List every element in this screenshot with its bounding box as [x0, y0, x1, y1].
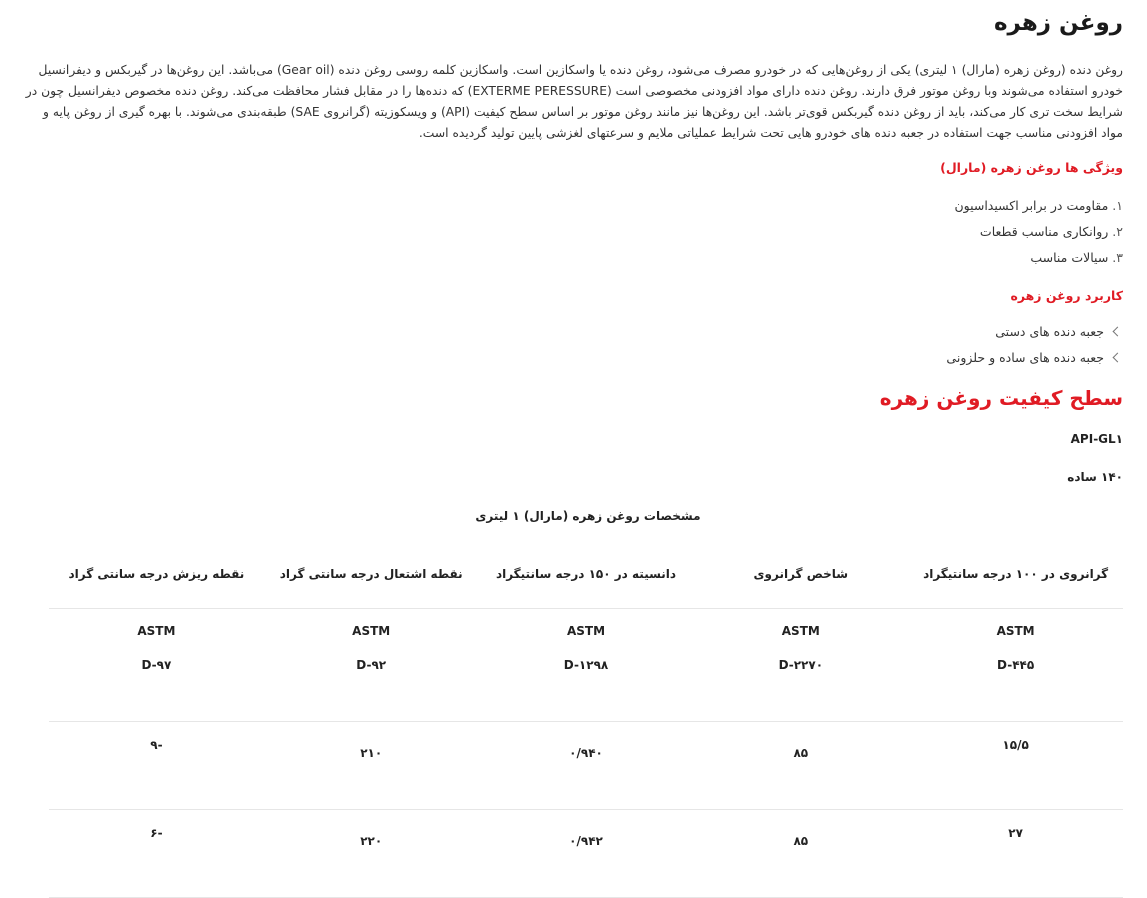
- grade-text: ۱۴۰ ساده: [1067, 470, 1123, 484]
- table-row: [49, 609, 1123, 722]
- table-cell: ASTM D-۹۲: [264, 609, 479, 722]
- table-cell: ASTM D-۲۲۷۰: [693, 609, 908, 722]
- table-cell: ۰/۹۴۲: [479, 810, 694, 898]
- list-text: مقاومت در برابر اکسیداسیون: [954, 198, 1109, 213]
- list-item: [954, 222, 1123, 248]
- table-cell: ASTM D-۹۷: [49, 609, 264, 722]
- list-item: [954, 196, 1123, 222]
- table-cell: ASTM D-۱۲۹۸: [479, 609, 694, 722]
- header-flash-point: نقطه اشتعال درجه سانتی گراد: [264, 540, 479, 609]
- list-item: [946, 322, 1123, 348]
- list-item: [946, 348, 1123, 374]
- list-text: روانکاری مناسب قطعات: [979, 224, 1109, 239]
- table-cell: ASTM D-۴۴۵: [908, 609, 1123, 722]
- table-cell: ۸۵: [693, 722, 908, 810]
- spec-table: [49, 540, 1123, 898]
- table-cell: ۸۵: [693, 810, 908, 898]
- features-heading: ویژگی ها روغن زهره (مارال): [940, 160, 1123, 175]
- list-text: سیالات مناسب: [1030, 250, 1109, 265]
- table-title: مشخصات روغن زهره (مارال) ۱ لیتری: [475, 509, 701, 523]
- header-density: دانسیته در ۱۵۰ درجه سانتیگراد: [479, 540, 694, 609]
- intro-paragraph: روغن دنده (روغن زهره (مارال) ۱ لیتری) یکی از روغن‌هایی که در خودرو مصرف می‌شود، روغن دنده یا واسکازین است. واسکازین کلمه روسی روغن دنده (Gear oil) می‌باشد. این روغن‌ها در گیربکس و دیفرانسیل خودرو استفاده می‌شوند وبا روغن موتور فرق دارند. روغن دنده دارای مواد افزودنی مخصوصی است (EXTERME PERESSURE) که دنده‌ها را در مقابل فشار محافظت می‌کند. روغن دنده مخصوص دیفرانسیل چون در شرایط سخت تری کار می‌کند، باید از روغن دنده گیربکس قوی‌تر باشد. این روغن‌ها نیز مانند روغن موتور بر اساس سطح کیفیت (API) و ویسکوزیته (گرانروی SAE) طبقه‌بندی می‌شوند. با بهره گیری از روغن پایه و مواد افزودنی مناسب جهت استفاده در جعبه دنده های خودرو هایی تحت شرایط عملیاتی ملایم و سرعتهای لغزشی پایین تولید گردیده است.: [25, 63, 1123, 140]
- list-text: جعبه دنده های دستی: [995, 324, 1104, 339]
- header-viscosity: گرانروی در ۱۰۰ درجه سانتیگراد: [908, 540, 1123, 609]
- header-pour-point: نقطه ریزش درجه سانتی گراد: [49, 540, 264, 609]
- header-viscosity-index: شاخص گرانروی: [693, 540, 908, 609]
- list-number: ۲.: [1112, 224, 1123, 239]
- table-cell: -۹: [49, 722, 264, 810]
- table-header-row: [49, 540, 1123, 609]
- list-number: ۳.: [1112, 250, 1123, 265]
- table-cell: ۰/۹۴۰: [479, 722, 694, 810]
- list-number: ۱.: [1112, 198, 1123, 213]
- table-cell: ۲۷: [908, 810, 1123, 898]
- page-title: روغن زهره: [993, 10, 1123, 36]
- table-cell: ۲۲۰: [264, 810, 479, 898]
- features-list: [954, 196, 1123, 274]
- chevron-left-icon: [1113, 353, 1123, 363]
- list-text: جعبه دنده های ساده و حلزونی: [946, 350, 1104, 365]
- usage-list: [946, 322, 1123, 374]
- table-cell: -۶: [49, 810, 264, 898]
- quality-heading: سطح کیفیت روغن زهره: [879, 386, 1123, 410]
- usage-heading: کاربرد روغن زهره: [1010, 288, 1123, 303]
- api-level: API-GL۱: [1070, 432, 1123, 446]
- table-cell: ۱۵/۵: [908, 722, 1123, 810]
- list-item: [954, 248, 1123, 274]
- chevron-left-icon: [1113, 327, 1123, 337]
- table-cell: ۲۱۰: [264, 722, 479, 810]
- table-row: [49, 810, 1123, 898]
- table-row: [49, 722, 1123, 810]
